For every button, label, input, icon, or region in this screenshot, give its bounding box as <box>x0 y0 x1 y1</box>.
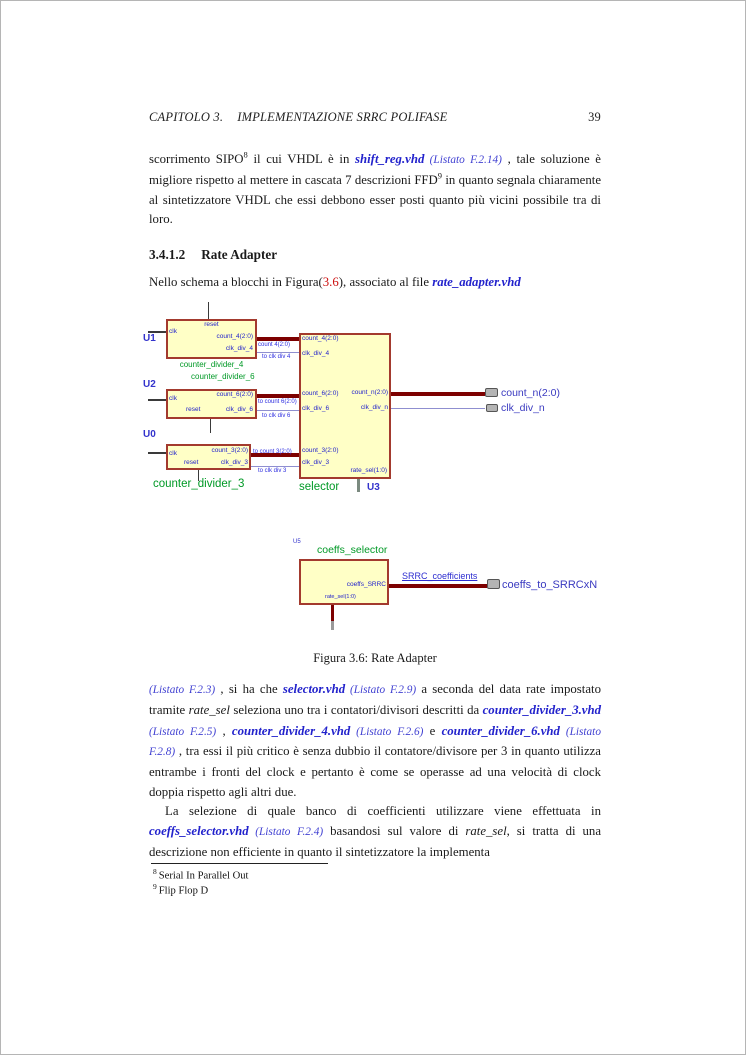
u0-clk-wire-label: to clk div 3 <box>258 468 287 474</box>
u1-port-count: count_4(2:0) <box>216 333 253 340</box>
document-link[interactable]: (Listato F.2.8) <box>149 725 601 759</box>
u1-clk-wire-label: to clk div 4 <box>262 354 291 360</box>
text-run: , tale soluzione è migliore rispetto al mettere in cascata 7 descrizioni FFD <box>149 152 601 187</box>
coeffs-port-ratesel: rate_sel(1:0) <box>325 594 356 600</box>
section-title: Rate Adapter <box>201 247 278 262</box>
u1-clk-wire <box>257 352 299 353</box>
document-link[interactable]: (Listato F.2.5) <box>149 725 217 738</box>
footnote-8 <box>153 867 248 882</box>
clkdivn-pad <box>486 404 498 412</box>
text-run: e <box>423 723 442 738</box>
u1-reset-pin <box>208 302 209 319</box>
u2-port-clk: clk <box>169 395 177 402</box>
coeffs-component-label: coeffs_selector <box>317 544 388 556</box>
u1-port-clk: clk <box>169 328 177 335</box>
text-run: scorrimento SIPO <box>149 152 244 166</box>
text-run: , <box>216 723 232 738</box>
document-link[interactable]: rate_adapter.vhd <box>432 275 521 289</box>
coeffs-pad <box>487 579 500 589</box>
figure-caption: Figura 3.6: Rate Adapter <box>313 651 437 665</box>
u1-component-label: counter_divider_4 <box>179 360 244 369</box>
document-link[interactable]: counter_divider_6.vhd <box>441 723 560 738</box>
text-run: , tra essi il più critico è senza dubbio il contatore/divisore per 3 in quanto utilizza entrambe i fronti del clock e pertanto è come se operasse ad una velocità di clock doppia rispetto agli altri due. <box>149 744 601 799</box>
document-link[interactable]: 3.6 <box>322 275 339 289</box>
coeffs-port-srrc: coeffs_SRRC <box>346 581 386 588</box>
text-run: il cui VHDL è in <box>247 152 356 166</box>
footnote-8-marker: 8 <box>153 867 157 876</box>
u0-port-count: count_3(2:0) <box>211 447 248 454</box>
page-number: 39 <box>588 110 601 124</box>
u1-port-reset: reset <box>204 321 219 328</box>
selector-component-label: selector <box>299 481 340 493</box>
selector-ratesel-pin <box>357 479 360 492</box>
selector-in-count3: count_3(2:0) <box>302 447 339 454</box>
u2-reset-pin <box>210 419 211 433</box>
document-link[interactable]: (Listato F.2.4) <box>248 825 324 838</box>
countn-pad <box>485 388 498 397</box>
document-link[interactable]: counter_divider_4.vhd <box>231 723 351 738</box>
coeffs-bus <box>389 584 487 588</box>
coeffs-net-label: SRRC_coefficients <box>402 571 478 581</box>
u2-port-reset: reset <box>186 406 201 413</box>
figure-rate-adapter <box>1 1 745 1054</box>
u1-count-bus <box>257 337 299 341</box>
document-link[interactable]: coeffs_selector.vhd <box>149 823 249 838</box>
selector-instance-label: U3 <box>367 482 380 493</box>
chapter-title: IMPLEMENTAZIONE SRRC POLIFASE <box>237 110 448 124</box>
u2-port-count: count_6(2:0) <box>216 391 253 398</box>
text-run: , si tratta di una descrizione non efficiente in quanto il sintetizzatore la implementa <box>149 823 601 859</box>
text-run: in quanto segnala chiaramente al sintetizzatore VHDL che essi debbono esser posti quanto più vicini possibile tra di loro. <box>149 172 601 227</box>
document-link[interactable]: shift_reg.vhd <box>355 152 425 166</box>
document-link[interactable]: (Listato F.2.14) <box>424 154 502 166</box>
selector-port-ratesel: rate_sel(1:0) <box>350 467 387 474</box>
text-run: seleziona uno tra i contatori/divisori descritti da <box>229 702 483 717</box>
footnote-9 <box>153 882 208 897</box>
footnote-9-marker: 9 <box>153 882 157 891</box>
u2-instance-label: U2 <box>143 379 156 390</box>
document-link[interactable]: selector.vhd <box>282 682 346 696</box>
coeffs-ratesel-pin-tip <box>331 621 334 630</box>
selector-in-clkdiv4: clk_div_4 <box>302 350 330 357</box>
text-run: basandosi sul valore di <box>323 823 466 838</box>
selector-out-countn: count_n(2:0) <box>351 389 388 396</box>
coeffs-instance-label: U5 <box>293 539 301 545</box>
selector-in-clkdiv6: clk_div_6 <box>302 405 330 412</box>
document-link[interactable]: (Listato F.2.9) <box>345 684 417 696</box>
clkdivn-pad-label: clk_div_n <box>501 402 545 414</box>
u2-component-label: counter_divider_6 <box>191 372 255 381</box>
u2-clk-wire-label: to clk div 6 <box>262 413 291 419</box>
text-run: a seconda del data rate impostato tramite <box>149 682 601 717</box>
u0-count-wire-label: to count 3(2:0) <box>253 449 292 455</box>
text-run: 9 <box>437 170 443 181</box>
countn-bus <box>391 392 485 396</box>
section-number: 3.4.1.2 <box>149 247 186 262</box>
text-run: rate_sel <box>188 702 230 717</box>
text-run: rate_sel <box>465 823 507 838</box>
u2-port-clkdiv: clk_div_6 <box>225 406 253 413</box>
coeffs-pad-label: coeffs_to_SRRCxN <box>502 579 598 591</box>
document-link[interactable]: (Listato F.2.6) <box>350 725 424 738</box>
selector-in-clkdiv3: clk_div_3 <box>302 459 330 466</box>
footnote-rule <box>151 863 328 864</box>
u2-clk-pin <box>148 399 166 401</box>
document-link[interactable]: (Listato F.2.3) <box>149 684 216 696</box>
u1-port-clkdiv: clk_div_4 <box>225 345 253 352</box>
u2-count-wire-label: to count 6(2:0) <box>258 399 297 405</box>
u0-component-label: counter_divider_3 <box>153 478 245 490</box>
paragraph-3 <box>149 680 601 803</box>
chapter-label: CAPITOLO 3. <box>149 110 224 124</box>
document-link[interactable]: counter_divider_3.vhd <box>482 702 601 717</box>
text-run: , si ha che <box>215 682 283 696</box>
clkdivn-wire <box>391 408 485 409</box>
u2-clk-wire <box>257 410 299 411</box>
selector-out-clkdivn: clk_div_n <box>360 404 388 411</box>
u2-count-bus <box>257 394 299 398</box>
footnote-8-text: Serial In Parallel Out <box>158 870 249 882</box>
u0-instance-label: U0 <box>143 429 156 440</box>
u1-instance-label: U1 <box>143 333 156 344</box>
u0-port-reset: reset <box>184 459 199 466</box>
selector-in-count4: count_4(2:0) <box>302 335 339 342</box>
text-run: ), associato al file <box>338 275 433 289</box>
text-run: 8 <box>243 149 248 160</box>
text-run: Nello schema a blocchi in Figura( <box>149 275 323 289</box>
footnote-9-text: Flip Flop D <box>158 885 209 897</box>
text-run: La selezione di quale banco di coefficienti utilizzare viene effettuata in <box>165 804 601 818</box>
selector-in-count6: count_6(2:0) <box>302 390 339 397</box>
u1-count-wire-label: count 4(2:0) <box>258 342 291 348</box>
coeffs-ratesel-pin <box>331 605 334 621</box>
u0-clk-wire <box>251 466 299 467</box>
u0-port-clkdiv: clk_div_3 <box>220 459 248 466</box>
paragraph-4 <box>149 802 601 862</box>
countn-pad-label: count_n(2:0) <box>501 387 560 399</box>
u0-port-clk: clk <box>169 450 177 457</box>
